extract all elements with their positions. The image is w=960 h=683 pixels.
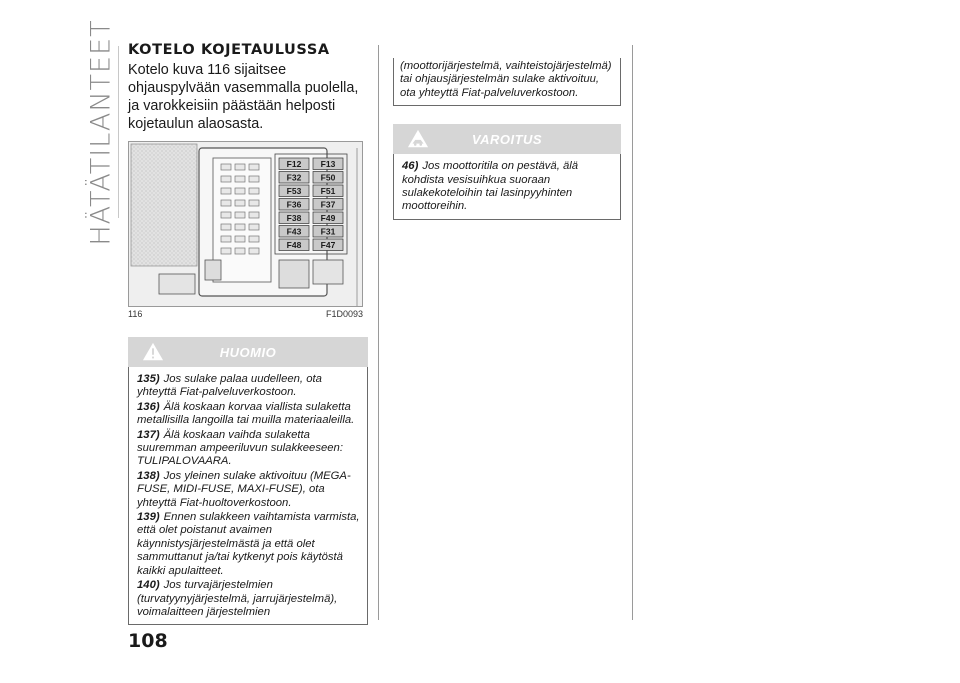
section-intro: Kotelo kuva 116 sijaitsee ohjauspylvään vasemmalla puolella, ja varokkeisiin päästään helposti kojetaulun alaosasta. — [128, 62, 359, 132]
fuse-label: F12 — [286, 159, 302, 169]
notice-item — [137, 401, 361, 428]
notice-item-number: 136) — [137, 400, 160, 413]
fuse-label: F49 — [320, 213, 336, 223]
notice-item — [137, 429, 361, 469]
warning-title: VAROITUS — [471, 131, 543, 147]
fuse-label: F50 — [320, 172, 336, 183]
fuse-label: F32 — [286, 172, 302, 183]
warning-item-number: 46) — [402, 160, 419, 173]
notice-item-text: Ennen sulakkeen vaihtamista varmista, että olet poistanut avaimen käynnistysjärjestelmästä ja että olet sammuttanut ja/tai kytkenyt pois käytöstä kaikki apulaitteet. — [137, 511, 360, 577]
notice-item — [137, 470, 361, 510]
fuse-label: F48 — [286, 240, 302, 250]
notice-continuation: (moottorijärjestelmä, vaihteistojärjestelmä) tai ohjausjärjestelmän sulake aktivoituu, ota yhteyttä Fiat-palveluverkostoon. — [393, 58, 621, 106]
figure-caption — [128, 309, 363, 319]
notice-item — [137, 511, 361, 578]
notice-item-number: 140) — [137, 579, 160, 592]
fuse-box-figure — [128, 141, 363, 307]
notice-item-text: Jos yleinen sulake aktivoituu (MEGA-FUSE, MIDI-FUSE, MAXI-FUSE), ota yhteyttä Fiat-huoltoverkostoon. — [137, 469, 351, 509]
notice-item-text: Älä koskaan vaihda sulaketta suuremman ampeeriluvun sulakkeeseen: TULIPALOVAARA. — [137, 428, 343, 468]
notice-item-number: 139) — [137, 511, 160, 524]
chapter-side-tab — [85, 18, 117, 246]
column-divider-right — [632, 45, 633, 620]
fuse-label: F51 — [320, 186, 336, 196]
section-title: KOTELO KOJETAULUSSA — [128, 42, 330, 58]
right-column — [393, 58, 621, 220]
notice-item-number: 137) — [137, 428, 160, 441]
warning-box — [393, 154, 621, 220]
warning-section — [393, 124, 621, 220]
notice-box — [128, 367, 368, 625]
notice-item-text: Jos turvajärjestelmien (turvatyynyjärjestelmä, jarrujärjestelmä), voimalaitteen järjestelmien — [137, 579, 338, 618]
fuse-label: F43 — [286, 226, 302, 237]
fuse-label: F37 — [320, 199, 336, 210]
side-tab-rule — [118, 46, 119, 218]
fuse-label: F47 — [320, 240, 336, 250]
left-column — [128, 42, 368, 625]
notice-item — [137, 373, 361, 400]
notice-item-text: Jos sulake palaa uudelleen, ota yhteyttä Fiat-palveluverkostoon. — [137, 373, 322, 399]
warning-triangle-icon — [407, 128, 429, 150]
notice-item-number: 138) — [137, 469, 160, 482]
figure-code: F1D0093 — [325, 309, 363, 319]
notice-item-text: Älä koskaan korvaa viallista sulaketta metallisilla langoilla tai muilla materiaaleilla. — [137, 400, 355, 427]
notice-header — [128, 337, 368, 367]
fuse-label: F13 — [320, 159, 336, 169]
figure-number: 116 — [128, 309, 143, 319]
warning-item — [402, 160, 614, 214]
notice-item — [137, 579, 361, 619]
fuse-label: F36 — [286, 199, 302, 210]
fuse-box-illustration — [129, 142, 363, 307]
fuse-label: F53 — [286, 186, 302, 196]
warning-triangle-icon — [142, 341, 164, 363]
warning-header — [393, 124, 621, 154]
notice-title: HUOMIO — [219, 344, 277, 360]
column-divider — [378, 45, 379, 620]
warning-item-text: Jos moottoritila on pestävä, älä kohdista vesisuihkua suoraan sulakekoteloihin tai lasinpyyhinten moottoreihin. — [402, 160, 579, 213]
fuse-label: F31 — [320, 226, 336, 237]
notice-item-number: 135) — [137, 373, 160, 385]
chapter-side-tab-label: HÄTÄTILANTEET — [85, 18, 117, 246]
notice-section — [128, 337, 368, 625]
fuse-label: F38 — [286, 213, 302, 223]
page-number: 108 — [128, 630, 168, 652]
